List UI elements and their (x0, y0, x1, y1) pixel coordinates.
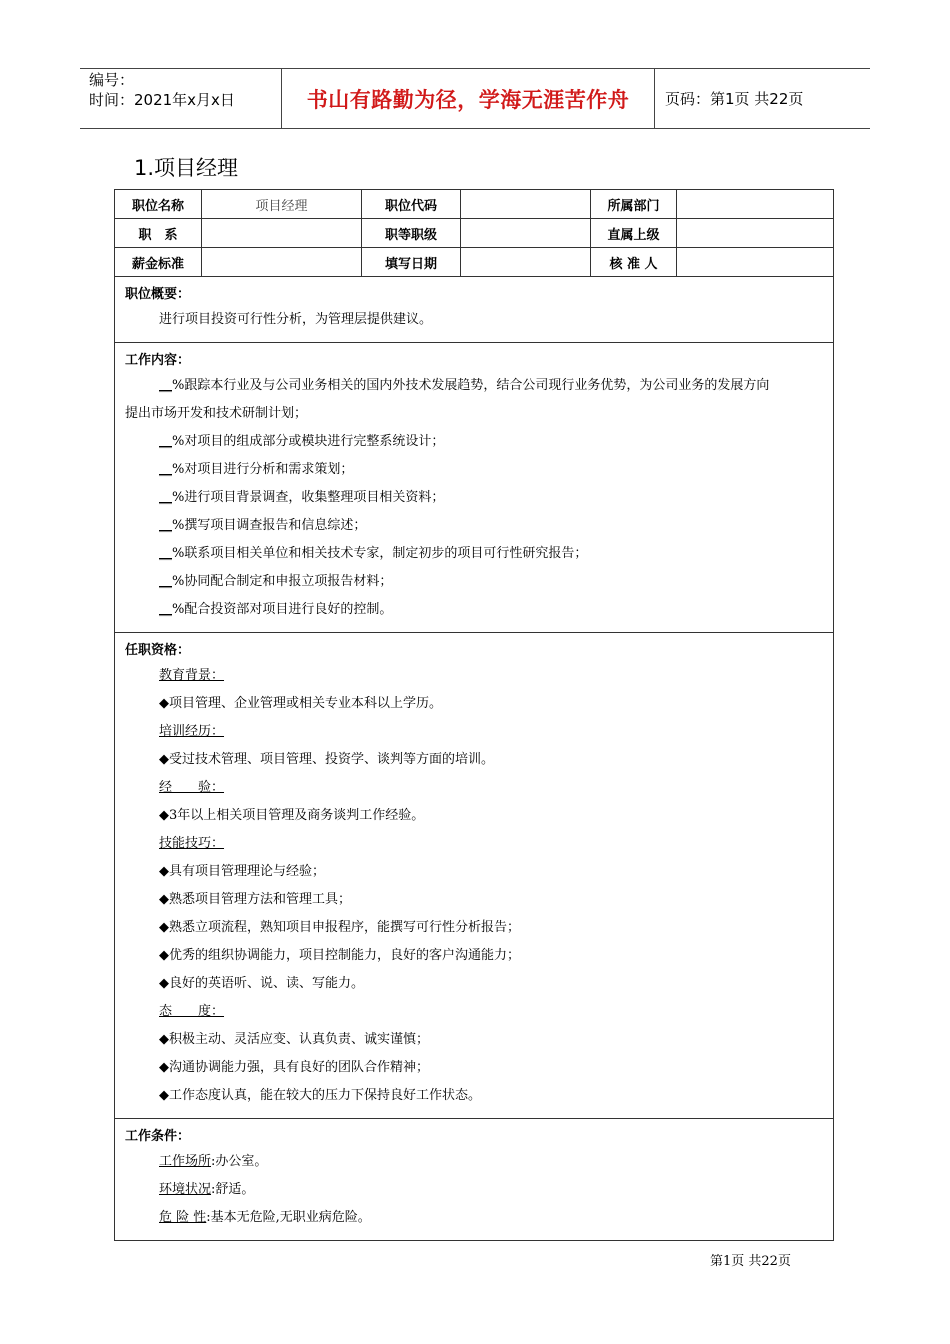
condition-item: 工作场所:办公室。 (159, 1154, 268, 1169)
time-label: 时间：2021年x月x日 (89, 91, 235, 109)
info-row (115, 190, 833, 219)
info-cell: 填写日期 (362, 248, 461, 276)
work-item: __%配合投资部对项目进行良好的控制。 (159, 602, 393, 617)
qualification-item: ◆优秀的组织协调能力，项目控制能力，良好的客户沟通能力； (159, 948, 520, 963)
conditions-heading: 工作条件： (125, 1129, 191, 1144)
info-cell (461, 190, 591, 218)
skills-title: 技能技巧： (159, 836, 225, 851)
training-title: 培训经历： (159, 724, 225, 739)
overview-section (115, 277, 833, 343)
qualification-item: ◆积极主动、灵活应变、认真负责、诚实谨慎； (159, 1032, 429, 1047)
info-cell: 职 系 (115, 219, 202, 247)
qualification-heading: 任职资格： (125, 643, 191, 658)
qualification-item: ◆3年以上相关项目管理及商务谈判工作经验。 (159, 808, 425, 823)
condition-item: 危 险 性:基本无危险,无职业病危险。 (159, 1210, 371, 1225)
work-content-heading: 工作内容： (125, 353, 191, 368)
info-cell (202, 219, 362, 247)
qualification-item: ◆工作态度认真，能在较大的压力下保持良好工作状态。 (159, 1088, 481, 1103)
job-description-table (114, 189, 834, 1241)
page-header (80, 68, 870, 129)
work-item: __%对项目的组成部分或模块进行完整系统设计； (159, 434, 445, 449)
info-cell (461, 219, 591, 247)
qualification-item: ◆受过技术管理、项目管理、投资学、谈判等方面的培训。 (159, 752, 494, 767)
header-page-info: 页码：第1页 共22页 (665, 90, 804, 108)
info-cell (677, 248, 833, 276)
qualification-item: ◆熟悉项目管理方法和管理工具； (159, 892, 351, 907)
overview-text: 进行项目投资可行性分析，为管理层提供建议。 (159, 312, 433, 327)
work-item: __%进行项目背景调查，收集整理项目相关资料； (159, 490, 445, 505)
work-item: __%协同配合制定和申报立项报告材料； (159, 574, 393, 589)
qualification-item: ◆具有项目管理理论与经验； (159, 864, 325, 879)
info-cell (677, 219, 833, 247)
work-item: __%撰写项目调查报告和信息综述； (159, 518, 367, 533)
info-row (115, 219, 833, 248)
info-cell (202, 248, 362, 276)
experience-title: 经 验： (159, 780, 225, 795)
header-meta (80, 69, 282, 128)
work-item: __%联系项目相关单位和相关技术专家，制定初步的项目可行性研究报告； (159, 546, 588, 561)
page-footer: 第1页 共22页 (710, 1254, 791, 1269)
info-cell: 项目经理 (202, 190, 362, 218)
qualification-section (115, 633, 833, 1119)
info-cell (677, 190, 833, 218)
work-item: __%跟踪本行业及与公司业务相关的国内外技术发展趋势，结合公司现行业务优势，为公司业务的发展方向 (159, 378, 770, 393)
info-cell: 核 准 人 (591, 248, 677, 276)
work-item-continuation: 提出市场开发和技术研制计划； (125, 406, 308, 421)
info-cell: 所属部门 (591, 190, 677, 218)
info-row (115, 248, 833, 277)
attitude-title: 态 度： (159, 1004, 225, 1019)
info-cell: 职位名称 (115, 190, 202, 218)
work-content-section (115, 343, 833, 633)
info-cell: 职位代码 (362, 190, 461, 218)
work-item: __%对项目进行分析和需求策划； (159, 462, 354, 477)
info-cell (461, 248, 591, 276)
info-cell: 直属上级 (591, 219, 677, 247)
blank-marker: __ (159, 378, 172, 393)
info-cell: 职等职级 (362, 219, 461, 247)
number-label: 编号： (89, 71, 135, 89)
qualification-item: ◆项目管理、企业管理或相关专业本科以上学历。 (159, 696, 442, 711)
education-title: 教育背景： (159, 668, 225, 683)
condition-item: 环境状况:舒适。 (159, 1182, 255, 1197)
conditions-section (115, 1119, 833, 1240)
header-slogan: 书山有路勤为径，学海无涯苦作舟 (282, 69, 655, 128)
section-title: 1.项目经理 (134, 156, 239, 180)
qualification-item: ◆良好的英语听、说、读、写能力。 (159, 976, 364, 991)
qualification-item: ◆熟悉立项流程，熟知项目申报程序，能撰写可行性分析报告； (159, 920, 520, 935)
info-cell: 薪金标准 (115, 248, 202, 276)
qualification-item: ◆沟通协调能力强，具有良好的团队合作精神； (159, 1060, 429, 1075)
overview-heading: 职位概要： (125, 287, 191, 302)
